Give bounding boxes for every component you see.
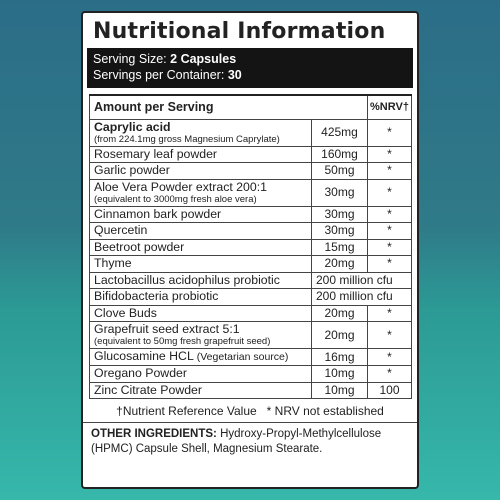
amount-cell: 10mg [312,382,368,399]
amount-cell: 16mg [312,349,368,366]
ingredient-name: Lactobacillus acidophilus probiotic [94,272,280,287]
nrv-cell: * [368,305,412,322]
ingredient-name-extra: extract 200:1 [195,179,267,194]
nrv-cell: * [368,223,412,240]
table-row [90,322,412,349]
amount-cell: 50mg [312,163,368,180]
ingredient-name-cell [90,206,312,223]
ingredient-subnote: (equivalent to 3000mg fresh aloe vera) [94,193,257,205]
table-row [90,289,412,306]
serving-size-value: 2 Capsules [170,52,237,66]
serving-info [87,48,413,88]
table-row [90,239,412,256]
ingredient-name-cell [90,272,312,289]
amount-cell: 30mg [312,179,368,206]
ingredient-name-cell [90,322,312,349]
amount-cell: 10mg [312,366,368,383]
header-nrv: %NRV† [368,95,412,119]
ingredient-name-cell [90,305,312,322]
table-row [90,272,412,289]
nrv-cell: 100 [368,382,412,399]
ingredient-name-cell [90,223,312,240]
ingredient-name: Oregano Powder [94,366,187,381]
nrv-cell: * [368,206,412,223]
table-row [90,179,412,206]
table-row [90,223,412,240]
servings-label: Servings per Container: [93,68,225,82]
ingredient-name-cell [90,366,312,383]
nrv-cell: * [368,179,412,206]
panel-title: Nutritional Information [93,19,386,44]
other-ingredients-text: Hydroxy-Propyl-Methylcellulose (HPMC) Capsule Shell, Magnesium Stearate. [91,428,382,455]
ingredient-name: Clove Buds [94,305,157,320]
table-row [90,256,412,273]
table-row [90,206,412,223]
ingredient-name: Cinnamon bark powder [94,206,222,221]
serving-size-line [93,51,407,67]
other-ingredients-label: OTHER INGREDIENTS: [91,428,217,440]
amount-cell: 20mg [312,305,368,322]
ingredient-name: Zinc Citrate Powder [94,382,202,397]
nrv-cell: * [368,146,412,163]
nrv-cell: * [368,163,412,180]
ingredient-name-cell [90,349,312,366]
servings-value: 30 [227,68,242,82]
amount-cell: 30mg [312,206,368,223]
amount-cell: 15mg [312,239,368,256]
amount-cell: 200 million cfu [312,289,412,306]
nutrition-table [89,94,412,399]
nutrition-panel [81,11,419,489]
table-body [90,119,412,399]
nrv-cell: * [368,349,412,366]
amount-cell: 425mg [312,119,368,146]
servings-per-container-line [93,67,407,83]
ingredient-name-cell [90,179,312,206]
header-amount-per-serving: Amount per Serving [90,95,368,119]
ingredient-name-cell [90,289,312,306]
table-row [90,382,412,399]
ingredient-name: Caprylic acid [94,119,171,134]
table-row [90,146,412,163]
ingredient-name-extra: (Vegetarian source) [196,351,289,363]
ingredient-subnote: (equivalent to 50mg fresh grapefruit seed) [94,336,271,347]
ingredient-name-cell [90,239,312,256]
nrv-cell: * [368,256,412,273]
amount-cell: 200 million cfu [312,272,412,289]
amount-cell: 30mg [312,223,368,240]
table-row [90,119,412,146]
ingredient-name: Quercetin [94,223,148,238]
ingredient-name-cell [90,119,312,146]
ingredient-name-cell [90,256,312,273]
ingredient-name-cell [90,146,312,163]
nrv-cell: * [368,366,412,383]
ingredient-name: Garlic powder [94,163,170,178]
ingredient-name: Beetroot powder [94,239,185,254]
other-ingredients [89,423,411,461]
amount-cell: 20mg [312,322,368,349]
ingredient-name: Aloe Vera Powder [94,179,193,194]
table-row [90,349,412,366]
ingredient-name-cell [90,382,312,399]
nrv-cell: * [368,322,412,349]
ingredient-name: Thyme [94,256,132,271]
ingredient-name-extra: extract 5:1 [182,322,240,336]
nrv-cell: * [368,239,412,256]
footnote: †Nutrient Reference Value * NRV not established [83,399,417,423]
table-row [90,163,412,180]
amount-cell: 160mg [312,146,368,163]
nrv-cell: * [368,119,412,146]
serving-size-label: Serving Size: [93,52,167,66]
table-row [90,366,412,383]
ingredient-name-cell [90,163,312,180]
ingredient-name: Rosemary leaf powder [94,146,218,161]
ingredient-name: Glucosamine HCL [94,349,194,363]
table-row [90,305,412,322]
amount-cell: 20mg [312,256,368,273]
table-header-row [90,95,412,119]
ingredient-name: Grapefruit seed [94,322,179,336]
ingredient-name: Bifidobacteria probiotic [94,289,219,304]
ingredient-subnote: (from 224.1mg gross Magnesium Caprylate) [94,133,280,145]
